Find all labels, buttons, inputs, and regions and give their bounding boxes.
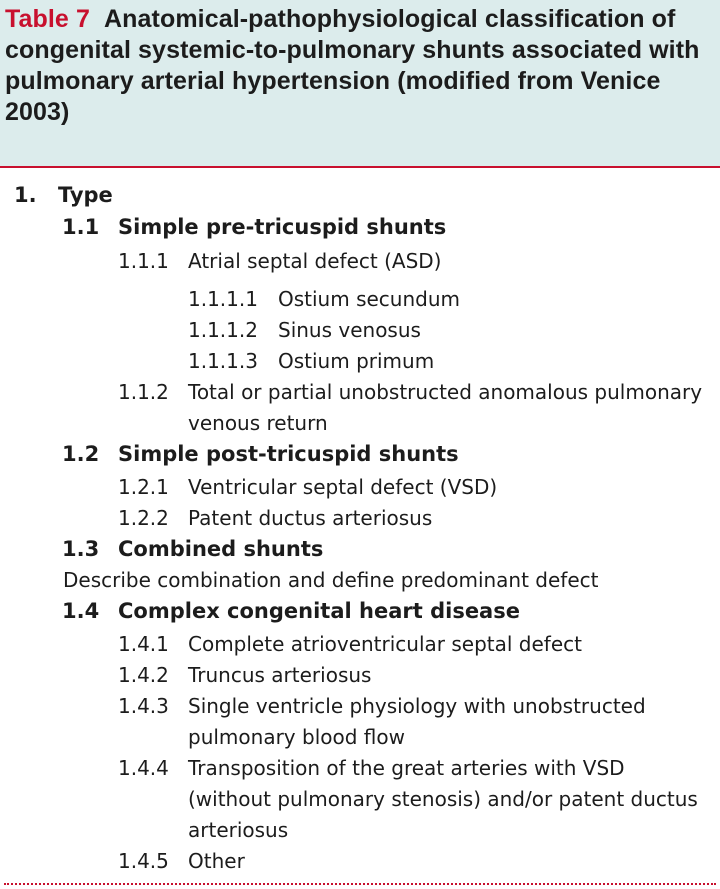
item-number: 1.1.1.2: [188, 318, 258, 342]
list-item: [62, 598, 520, 624]
list-item-continuation: [188, 817, 288, 843]
item-text: Other: [188, 849, 245, 873]
list-item: [188, 286, 460, 312]
list-item: [118, 248, 441, 274]
item-text: venous return: [188, 411, 328, 435]
table-title: Anatomical-pathophysiological classification of congenital systemic-to-pulmonary shunts associated with pulmonary arterial hypertension (modified from Venice 2003): [5, 5, 700, 126]
item-text: Describe combination and define predominant defect: [63, 568, 599, 592]
item-text: Simple pre-tricuspid shunts: [118, 215, 447, 239]
list-item-continuation: [188, 724, 405, 750]
item-number: 1.4.3: [118, 694, 169, 718]
item-text: Sinus venosus: [278, 318, 421, 342]
list-item: [118, 662, 371, 688]
list-item-continuation: [188, 410, 328, 436]
item-text: Patent ductus arteriosus: [188, 506, 433, 530]
list-item: [62, 214, 446, 240]
item-text: Type: [58, 183, 113, 207]
item-number: 1.4: [62, 599, 100, 623]
item-text: Ostium secundum: [278, 287, 461, 311]
item-number: 1.4.4: [118, 756, 169, 780]
item-text: Ostium primum: [278, 349, 435, 373]
item-number: 1.4.5: [118, 849, 169, 873]
item-number: 1.1.1.1: [188, 287, 258, 311]
item-number: 1.2.2: [118, 506, 169, 530]
item-text: Truncus arteriosus: [188, 663, 372, 687]
item-text: pulmonary blood flow: [188, 725, 405, 749]
item-text: Combined shunts: [118, 537, 324, 561]
table-label: Table 7: [5, 5, 90, 33]
dotted-divider: [4, 883, 716, 885]
item-number: 1.2.1: [118, 475, 169, 499]
list-item: [188, 348, 434, 374]
list-item: [118, 379, 702, 405]
list-item: [118, 755, 625, 781]
item-text: Total or partial unobstructed anomalous pulmonary: [188, 380, 703, 404]
list-item: [118, 474, 497, 500]
item-number: 1.4.2: [118, 663, 169, 687]
item-text: arteriosus: [188, 818, 289, 842]
item-text: Complex congenital heart disease: [118, 599, 520, 623]
table-header: [0, 0, 720, 168]
item-number: 1.1: [62, 215, 100, 239]
item-text: Transposition of the great arteries with VSD: [188, 756, 625, 780]
item-text: Simple post-tricuspid shunts: [118, 442, 459, 466]
list-item-note: [63, 567, 599, 593]
item-number: 1.4.1: [118, 632, 169, 656]
item-number: 1.1.1: [118, 249, 169, 273]
list-item: [118, 505, 432, 531]
table-title-block: [5, 4, 717, 128]
list-item: [118, 693, 646, 719]
list-item: [188, 317, 421, 343]
item-number: 1.1.1.3: [188, 349, 258, 373]
list-item: [118, 848, 245, 874]
item-text: Ventricular septal defect (VSD): [188, 475, 498, 499]
item-number: 1.1.2: [118, 380, 169, 404]
item-number: 1.3: [62, 537, 100, 561]
item-text: Single ventricle physiology with unobstructed: [188, 694, 646, 718]
list-item-continuation: [188, 786, 698, 812]
list-item: [118, 631, 582, 657]
list-item: [14, 182, 113, 208]
item-text: Complete atrioventricular septal defect: [188, 632, 582, 656]
list-item: [62, 536, 323, 562]
list-item: [62, 441, 459, 467]
item-number: 1.: [14, 183, 37, 207]
item-text: (without pulmonary stenosis) and/or patent ductus: [188, 787, 698, 811]
item-number: 1.2: [62, 442, 100, 466]
item-text: Atrial septal defect (ASD): [188, 249, 442, 273]
